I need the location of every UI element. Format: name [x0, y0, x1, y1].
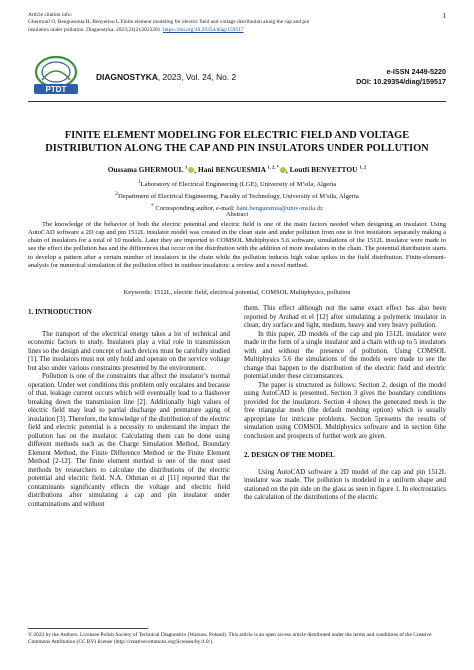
abstract-text: The knowledge of the behavior of both the electric potential and electric field is one of the main factors needed when designing an insulator. Using AutoCAD software a 2D cap and pin 1512L insulator model was created in the clean state and under pollution from one to five insulators separately making a chain of insulators for a total of 10 models. Later they are imported to COMSOL Multiphysics 5.6 software, simulations of the 1512L insulator were made to see the effect the pollution has and the differences that occur on the distribution with the addition of more insulators in the chain. The potential distribution starts to develop a pattern after a certain number of insulators in the chain while the pollution induces high value spikes in the field distribution. Finite-element-analysis for numerical simulation of the pollution effect in outdoor insulators: a review and a novel method.: [28, 221, 446, 269]
citation-doi-link[interactable]: https://doi.org/10.29354/diag/159517: [163, 26, 244, 33]
author-separator: ,: [194, 165, 198, 175]
design-paragraph-1: Using AutoCAD software a 2D model of the cap and pin 1512L insulator was made. The pollution is modeled in a uniform shape and stationed on the pin side on the glass as seen in figure 1. In electrostatics the calculation of the distributions of the electric: [244, 468, 446, 501]
issn: [356, 67, 446, 77]
author-1: [108, 165, 195, 174]
intro-paragraph-4: In this paper, 2D models of the cap and pin 1512L insulator were made in the form of a single insulator and a chain with up to 5 insulators with and without the presence of pollution. Using COMSOL Multiphysics 5.6 the simulations of the models were made to see the change that happen to the distribution of the electric field and electric potential under these circumstances.: [244, 330, 446, 380]
corr-text: Corresponding author, e-mail:: [153, 204, 237, 212]
title-line-2: DISTRIBUTION ALONG THE CAP AND PIN INSULATORS UNDER POLLUTION: [45, 143, 429, 154]
paper-title: [28, 129, 446, 155]
author-2: [198, 165, 286, 174]
ptdt-logo-icon: [28, 54, 84, 98]
author-name: Loutfi BENYETTOU: [289, 165, 358, 175]
journal-name: DIAGNOSTYKA: [96, 72, 158, 82]
citation-line-doi: [28, 27, 428, 34]
affil-text: Department of Electrical Engineering, Faculty of Technology, University of M’sila, Algeria: [117, 193, 359, 201]
page-number: 1: [442, 12, 446, 20]
affiliation-1: [28, 178, 446, 190]
intro-paragraph-1: The transport of the electrical energy takes a lot of technical and economic factors to study. Insulators play a vital role in transmission lines so the design and concept of such devices must be carefully studied [1]. The insulators must not only hold and operate on the service voltage but also under various constraints presented by the environment.: [28, 330, 230, 372]
affil-marker: *: [150, 202, 154, 209]
doi-value: 10.29354/diag/159517: [371, 77, 446, 86]
right-column: [244, 305, 446, 503]
logo-text: PTDT: [45, 85, 67, 94]
affil-text: Laboratory of Electrical Engineering (LGE), University of M’sila, Algeria: [140, 181, 337, 189]
license-footnote: © 2023 by the Authors. Licensee Polish Society of Technical Diagnostics (Warsaw. Poland). This article is an open access article distributed under the terms and conditions of the Creative Commons Attribution (CC BY) license (http://creativecommons.org/licenses/by/4.0/).: [28, 632, 432, 645]
doi: [356, 77, 446, 87]
affiliations: [28, 178, 446, 214]
journal-header: [28, 58, 446, 98]
citation-label: Article citation info:: [28, 12, 73, 18]
intro-paragraph-3: them. This effect although not the same exact effect has also been reported by Arshad et el [12] after simulating a polymeric insulator in clean, dry surface and light, medium, heavy and very heavy pollution.: [244, 305, 446, 329]
affil-marker: 1: [137, 179, 141, 185]
issn-label: e-ISSN: [386, 67, 410, 76]
footnote-rule: [28, 628, 148, 629]
journal-title: [96, 72, 236, 82]
keywords: Keywords: 1512L, electric field, electrical potential, COMSOL Multiphysics, pollution: [123, 289, 351, 296]
author-affil: 1: [185, 165, 188, 170]
issn-value: 2449-5220: [409, 67, 446, 76]
author-affil: 1, 2: [359, 165, 367, 170]
citation-info: [28, 12, 428, 34]
author-list: [28, 165, 446, 174]
citation-line: Ghermoul O, Benguesmia H, Benyettou L.Finite element modeling for electric field and voltage distribution along the cap and pin: [28, 19, 310, 26]
author-3: [290, 165, 367, 174]
author-name: Oussama GHERMOUL: [107, 165, 184, 175]
issn-block: [356, 67, 446, 87]
section-heading-design: 2. DESIGN OF THE MODEL: [244, 451, 335, 459]
left-column: [28, 308, 230, 509]
doi-label: DOI:: [356, 77, 372, 86]
affil-marker: 2: [115, 190, 118, 197]
corresponding-email-link[interactable]: hani.benguesmia@univ-msila.dz: [236, 204, 324, 212]
author-separator: ,: [285, 165, 290, 175]
author-affil: 1, 2, *: [267, 165, 279, 170]
intro-paragraph-5: The paper is structured as follows: Section 2, design of the model using AutoCAD is presented, Section 3 gives the boundary conditions provided for the insulators. Section 4 shows the generated mesh is the free triangular mesh (the default meshing option) which is usually appropriate for intricate problems. Section 5presents the results of simulation using COMSOL Multiphysics software and in section 6the conclusion and prospects of further work are given.: [244, 381, 446, 440]
author-name: Hani BENGUESMIA: [198, 165, 266, 175]
intro-paragraph-2: Pollution is one of the constraints that affect the insulator’s normal operation. Under wet conditions this problem only escalates and because of that, leakage current occurs which will eventually lead to a flashover breaking down the transmission line [2]. Additionally high values of electric field may lead to partial discharge and premature aging of insulation [3]. Therefore, the knowledge of the distribution of the electric field and electric potential is a necessity to understand the impact the pollution has on the insulator. Calculating them can be done using different methods such as the Charge Simulation Method, Boundary Element Method, the Finite Difference Method or the Finite Element Method [2-12]. The finite element method is one of the most used methods by researchers to calculate the distributions of the electric potential and electric field. N.A. Othman et al [11] reported that the contaminants significantly effects the voltage and electric field distributions after simulating a cap and pin insulator under contaminations and without: [28, 373, 230, 508]
section-heading-introduction: 1. INTRODUCTION: [28, 308, 92, 316]
affiliation-2: [28, 190, 446, 202]
header-rule: [28, 101, 446, 102]
abstract-heading: Abstract: [225, 211, 249, 218]
journal-details: , 2023, Vol. 24, No. 2: [157, 72, 237, 82]
citation-text: insulators under pollution. Diagnostyka. 2023;24(2):2023201.: [28, 26, 164, 33]
title-line-1: FINITE ELEMENT MODELING FOR ELECTRIC FIELD AND VOLTAGE: [64, 130, 410, 141]
